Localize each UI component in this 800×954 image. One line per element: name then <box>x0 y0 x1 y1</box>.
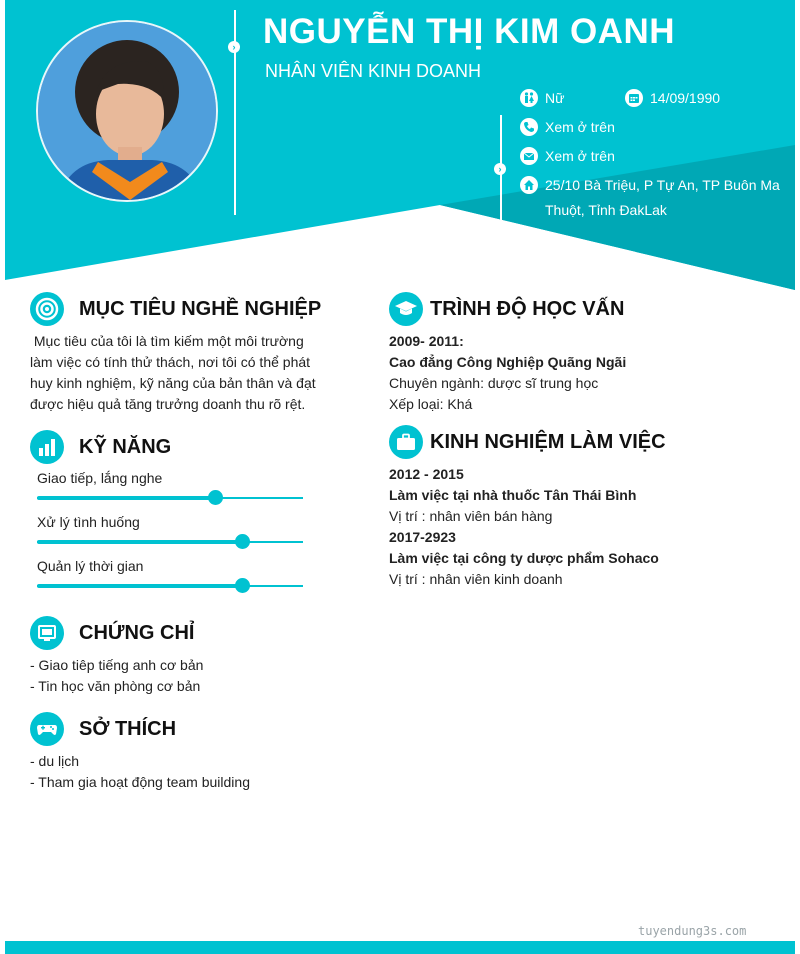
hobbies-list <box>30 751 250 793</box>
email-icon <box>520 147 538 165</box>
objective-line: được hiệu quả tăng trưởng doanh thu rõ rệt. <box>30 396 306 412</box>
experience-title: KINH NGHIỆM LÀM VIỆC <box>430 430 666 453</box>
skills-section-header <box>30 430 171 464</box>
objective-line: Mục tiêu của tôi là tìm kiếm một môi trường <box>30 333 304 349</box>
email-row <box>520 142 615 170</box>
gender-icon <box>520 89 538 107</box>
connector-dot: › <box>228 41 240 53</box>
skill-level-fill <box>37 540 242 544</box>
objective-line: làm việc có tính thử thách, nơi tôi có thể phát <box>30 354 311 370</box>
home-icon <box>520 176 538 194</box>
address-row <box>520 171 780 223</box>
gamepad-icon <box>30 712 64 746</box>
education-school: Cao đẳng Công Nghiệp Quãng Ngãi <box>389 354 627 370</box>
objective-text <box>30 331 330 415</box>
education-major: Chuyên ngành: dược sĩ trung học <box>389 375 599 391</box>
bar-chart-icon <box>30 430 64 464</box>
calendar-icon <box>625 89 643 107</box>
skill-label: Quản lý thời gian <box>37 558 144 574</box>
job-company: Làm việc tại nhà thuốc Tân Thái Bình <box>389 487 637 503</box>
certificates-title: CHỨNG CHỈ <box>79 621 195 644</box>
education-period: 2009- 2011: <box>389 333 464 349</box>
watermark: tuyendung3s.com <box>638 924 747 938</box>
skill-level-knob <box>235 578 250 593</box>
job-position: Vị trí : nhân viên kinh doanh <box>389 571 563 587</box>
skill-level-knob <box>235 534 250 549</box>
email-value[interactable]: Xem ở trên <box>545 148 615 164</box>
skill-level-fill <box>37 584 242 588</box>
briefcase-icon <box>389 425 423 459</box>
gender-row <box>520 84 564 112</box>
objective-title: MỤC TIÊU NGHỀ NGHIỆP <box>79 297 322 320</box>
education-rank: Xếp loại: Khá <box>389 396 473 412</box>
certificate-item: - Tin học văn phòng cơ bản <box>30 678 201 694</box>
education-details <box>389 331 626 415</box>
certificates-section-header <box>30 616 194 650</box>
skills-title: KỸ NĂNG <box>79 435 172 458</box>
job-period: 2017-2923 <box>389 529 456 545</box>
education-title: TRÌNH ĐỘ HỌC VẤN <box>430 297 625 320</box>
certificate-item: - Giao tiêp tiếng anh cơ bản <box>30 657 204 673</box>
objective-section-header <box>30 292 321 326</box>
graduation-cap-icon <box>389 292 423 326</box>
skill-label: Giao tiếp, lắng nghe <box>37 470 163 486</box>
job-position: Vị trí : nhân viên bán hàng <box>389 508 553 524</box>
certificate-icon <box>30 616 64 650</box>
experience-list <box>389 464 659 590</box>
skill-level-fill <box>37 496 215 500</box>
hobby-item: - Tham gia hoạt động team building <box>30 774 250 790</box>
phone-value[interactable]: Xem ở trên <box>545 119 615 135</box>
phone-row <box>520 113 615 141</box>
address-line-1: 25/10 Bà Triệu, P Tự An, TP Buôn Ma <box>545 177 780 193</box>
experience-section-header <box>389 425 666 459</box>
job-company: Làm việc tại công ty dược phẩm Sohaco <box>389 550 659 566</box>
education-section-header <box>389 292 624 326</box>
gender-value: Nữ <box>545 90 565 106</box>
job-title: NHÂN VIÊN KINH DOANH <box>265 61 482 81</box>
skill-label: Xử lý tình huống <box>37 514 140 530</box>
birthday-row <box>625 84 720 112</box>
objective-line: huy kinh nghiệm, kỹ năng của bản thân và đạt <box>30 375 316 391</box>
phone-icon <box>520 118 538 136</box>
job-period: 2012 - 2015 <box>389 466 464 482</box>
birthday-value: 14/09/1990 <box>650 90 721 106</box>
address-line-2: Thuột, Tỉnh ĐakLak <box>545 202 667 218</box>
footer-bar <box>5 941 795 954</box>
hobbies-section-header <box>30 712 176 746</box>
skill-level-knob <box>208 490 223 505</box>
certificates-list <box>30 655 203 697</box>
candidate-name: NGUYỄN THỊ KIM OANH <box>263 12 675 51</box>
hobby-item: - du lịch <box>30 753 80 769</box>
profile-photo <box>36 20 218 202</box>
hobbies-title: SỞ THÍCH <box>79 717 177 740</box>
target-icon <box>30 292 64 326</box>
connector-dot: › <box>494 163 506 175</box>
